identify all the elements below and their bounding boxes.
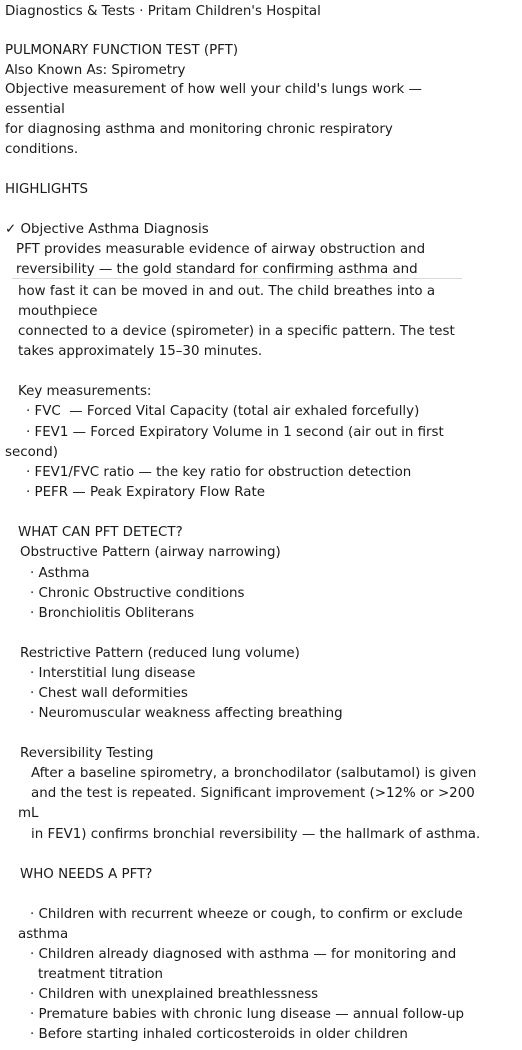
- measurement-item: · FVC — Forced Vital Capacity (total air exhaled forcefully): [26, 404, 420, 419]
- measurement-item: · PEFR — Peak Expiratory Flow Rate: [26, 485, 265, 500]
- obstructive-item: · Bronchiolitis Obliterans: [30, 606, 195, 621]
- reversibility-text: After a baseline spirometry, a bronchodilator (salbutamol) is given: [31, 766, 477, 781]
- obstructive-title: Obstructive Pattern (airway narrowing): [20, 545, 281, 560]
- who-item-cont: treatment titration: [38, 967, 164, 982]
- who-item: · Children already diagnosed with asthma — for monitoring and: [30, 947, 457, 962]
- restrictive-item: · Neuromuscular weakness affecting breathing: [30, 706, 343, 721]
- description-line: for diagnosing asthma and monitoring chronic respiratory: [5, 122, 393, 137]
- measurement-item-cont: second): [5, 445, 58, 460]
- measurement-item: · FEV1/FVC ratio — the key ratio for obstruction detection: [26, 465, 412, 480]
- who-item: · Premature babies with chronic lung disease — annual follow-up: [30, 1007, 465, 1022]
- detect-heading: WHAT CAN PFT DETECT?: [18, 525, 183, 540]
- obstructive-item: · Chronic Obstructive conditions: [30, 586, 245, 601]
- reversibility-text: mL: [18, 806, 39, 821]
- restrictive-item: · Interstitial lung disease: [30, 666, 196, 681]
- highlight-text: reversibility — the gold standard for confirming asthma and: [16, 262, 418, 277]
- who-item: · Children with unexplained breathlessness: [30, 987, 319, 1002]
- description-line: Objective measurement of how well your child's lungs work —: [5, 82, 422, 97]
- about-text: takes approximately 15–30 minutes.: [18, 344, 263, 359]
- who-item-cont: asthma: [18, 927, 69, 942]
- page-title: PULMONARY FUNCTION TEST (PFT): [5, 43, 239, 58]
- highlight-title: ✓ Objective Asthma Diagnosis: [5, 222, 209, 237]
- key-measurements-heading: Key measurements:: [18, 384, 152, 399]
- highlights-heading: HIGHLIGHTS: [5, 182, 88, 197]
- description-line: conditions.: [5, 142, 79, 157]
- reversibility-text: and the test is repeated. Significant improvement (>12% or >200: [31, 786, 475, 801]
- measurement-item: · FEV1 — Forced Expiratory Volume in 1 second (air out in first: [26, 425, 444, 440]
- restrictive-title: Restrictive Pattern (reduced lung volume): [20, 646, 300, 661]
- about-text: connected to a device (spirometer) in a specific pattern. The test: [18, 324, 455, 339]
- also-known-as: Also Known As: Spirometry: [5, 63, 186, 78]
- breadcrumb[interactable]: Diagnostics & Tests · Pritam Children's Hospital: [5, 4, 321, 19]
- reversibility-text: in FEV1) confirms bronchial reversibility — the hallmark of asthma.: [31, 827, 481, 842]
- restrictive-item: · Chest wall deformities: [30, 686, 188, 701]
- highlight-text: PFT provides measurable evidence of airway obstruction and: [16, 242, 426, 257]
- about-text: mouthpiece: [18, 304, 98, 319]
- obstructive-item: · Asthma: [30, 566, 90, 581]
- who-item: · Before starting inhaled corticosteroids in older children: [30, 1027, 408, 1042]
- reversibility-title: Reversibility Testing: [20, 746, 154, 761]
- divider: [12, 278, 462, 279]
- who-item: · Children with recurrent wheeze or cough, to confirm or exclude: [30, 907, 463, 922]
- who-heading: WHO NEEDS A PFT?: [20, 867, 153, 882]
- description-line: essential: [5, 102, 65, 117]
- about-text: how fast it can be moved in and out. The child breathes into a: [18, 284, 436, 299]
